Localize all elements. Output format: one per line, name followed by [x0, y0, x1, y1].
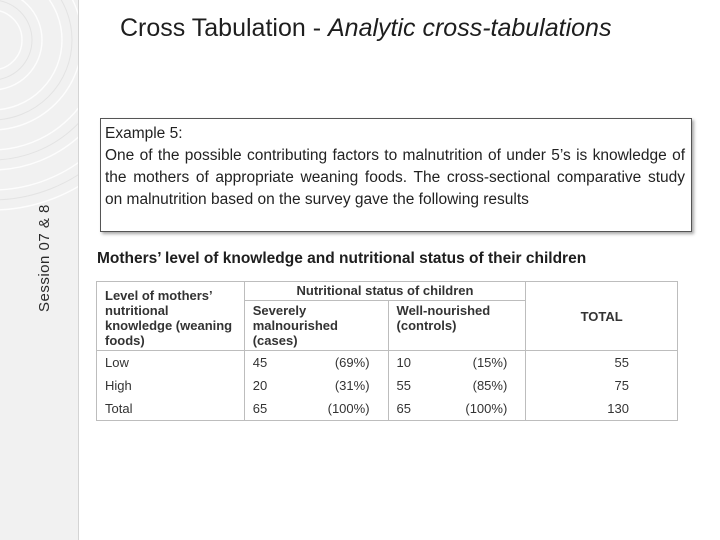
table-row — [97, 397, 678, 421]
session-label: Session 07 & 8 — [36, 204, 53, 312]
total-cell: 75 — [526, 374, 678, 397]
total-header-cell: TOTAL — [526, 282, 678, 351]
well-cell — [388, 351, 526, 375]
group-header-cell: Nutritional status of children — [244, 282, 526, 301]
table-caption: Mothers’ level of knowledge and nutritional status of their children — [97, 250, 587, 267]
sidebar-panel — [0, 0, 79, 540]
well-header-cell: Well-nourished (controls) — [388, 301, 526, 351]
severe-percent: (31%) — [334, 378, 370, 393]
severe-count: 45 — [252, 355, 268, 370]
row-label: High — [97, 374, 245, 397]
example-box — [100, 118, 692, 232]
well-count: 65 — [396, 401, 411, 416]
severe-percent: (100%) — [327, 401, 370, 416]
well-percent: (100%) — [465, 401, 508, 416]
well-cell — [388, 374, 526, 397]
well-cell — [388, 397, 526, 421]
severe-cell — [244, 397, 388, 421]
severe-cell — [244, 351, 388, 375]
severe-header-cell: Severely malnourished (cases) — [244, 301, 388, 351]
severe-count: 65 — [252, 401, 268, 416]
severe-percent: (69%) — [334, 355, 370, 370]
row-label: Total — [97, 397, 245, 421]
table-header-row — [97, 282, 678, 301]
severe-cell — [244, 374, 388, 397]
well-count: 10 — [396, 355, 411, 370]
severe-count: 20 — [252, 378, 268, 393]
table-row — [97, 374, 678, 397]
page-title — [120, 12, 680, 44]
cross-tab-table — [96, 281, 678, 421]
well-count: 55 — [396, 378, 411, 393]
well-percent: (15%) — [472, 355, 508, 370]
example-heading: Example 5: — [105, 125, 183, 142]
total-cell: 130 — [526, 397, 678, 421]
row-label: Low — [97, 351, 245, 375]
title-italic: Analytic cross-tabulations — [327, 14, 612, 42]
total-cell: 55 — [526, 351, 678, 375]
title-plain: Cross Tabulation - — [120, 14, 328, 42]
row-header-cell: Level of mothers’ nutritional knowledge (weaning foods) — [97, 282, 245, 351]
table-row — [97, 351, 678, 375]
example-text: One of the possible contributing factors to malnutrition of under 5’s is knowledge of the mothers of appropriate weaning foods. The cross-sectional comparative study on malnutrition based on the survey gave the following results — [105, 147, 685, 208]
well-percent: (85%) — [472, 378, 508, 393]
